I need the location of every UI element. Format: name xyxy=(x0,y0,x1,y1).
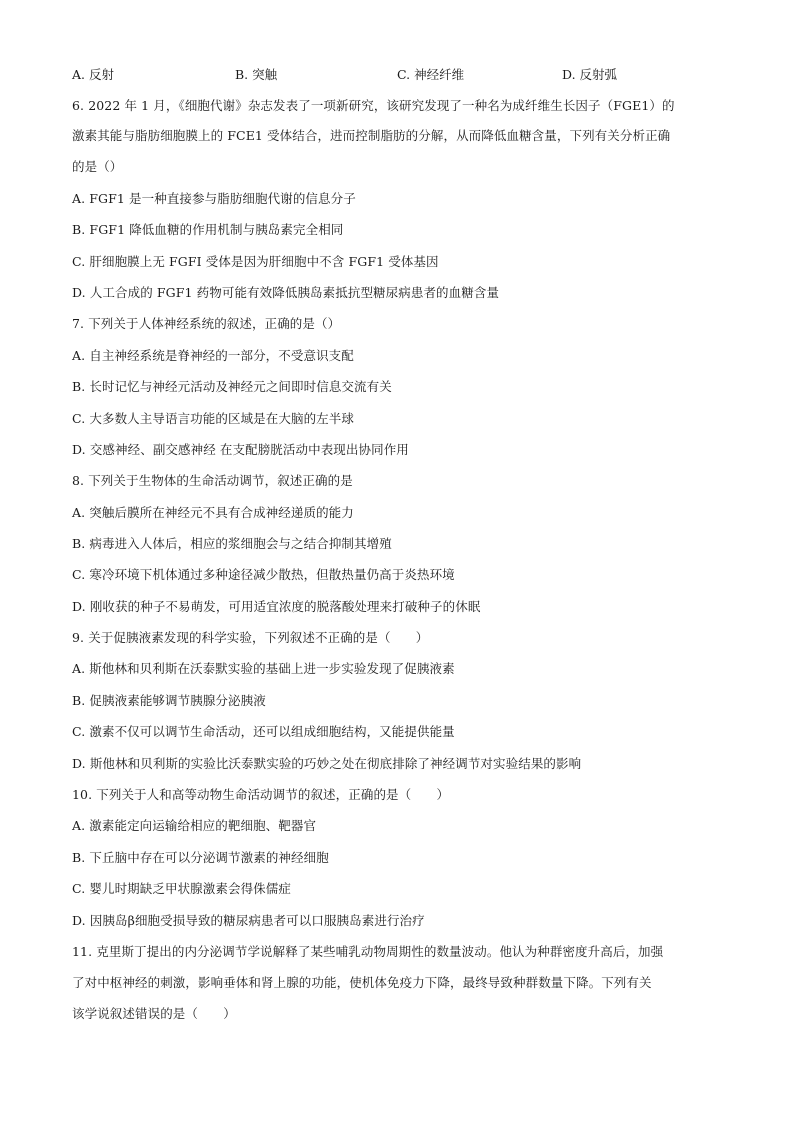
option-d: D. 反射弧 xyxy=(562,67,618,82)
q11-stem-line-2: 了对中枢神经的刺激，影响垂体和肾上腺的功能，使机体免疫力下降，最终导致种群数量下降。下列有关 xyxy=(72,975,652,990)
q8-stem: 8. 下列关于生物体的生命活动调节，叙述正确的是 xyxy=(72,473,353,488)
q7-stem: 7. 下列关于人体神经系统的叙述，正确的是（） xyxy=(72,316,341,331)
q8-option-d: D. 刚收获的种子不易萌发，可用适宜浓度的脱落酸处理来打破种子的休眠 xyxy=(72,599,481,614)
option-a: A. 反射 xyxy=(72,67,114,82)
q11-stem-line-3: 该学说叙述错误的是（ ） xyxy=(72,1006,236,1021)
q7-option-d: D. 交感神经、副交感神经 在支配膀胱活动中表现出协同作用 xyxy=(72,442,409,457)
q8-option-b: B. 病毒进入人体后，相应的浆细胞会与之结合抑制其增殖 xyxy=(72,536,392,551)
q10-option-d: D. 因胰岛β细胞受损导致的糖尿病患者可以口服胰岛素进行治疗 xyxy=(72,913,425,928)
q8-option-a: A. 突触后膜所在神经元不具有合成神经递质的能力 xyxy=(72,505,354,520)
q10-option-b: B. 下丘脑中存在可以分泌调节激素的神经细胞 xyxy=(72,850,329,865)
q7-option-c: C. 大多数人主导语言功能的区域是在大脑的左半球 xyxy=(72,411,354,426)
q7-option-a: A. 自主神经系统是脊神经的一部分，不受意识支配 xyxy=(72,348,354,363)
q10-option-c: C. 婴儿时期缺乏甲状腺激素会得侏儒症 xyxy=(72,881,291,896)
q7-option-b: B. 长时记忆与神经元活动及神经元之间即时信息交流有关 xyxy=(72,379,392,394)
q9-option-a: A. 斯他林和贝利斯在沃泰默实验的基础上进一步实验发现了促胰液素 xyxy=(72,661,455,676)
q9-option-b: B. 促胰液素能够调节胰腺分泌胰液 xyxy=(72,693,266,708)
q10-option-a: A. 激素能定向运输给相应的靶细胞、靶器官 xyxy=(72,818,317,833)
q6-stem-line-2: 激素其能与脂肪细胞膜上的 FCE1 受体结合，进而控制脂肪的分解，从而降低血糖含量，下列有关分析正确 xyxy=(72,128,671,143)
q9-option-c: C. 激素不仅可以调节生命活动，还可以组成细胞结构，又能提供能量 xyxy=(72,724,455,739)
q10-stem: 10. 下列关于人和高等动物生命活动调节的叙述，正确的是（ ） xyxy=(72,787,450,802)
q6-option-d: D. 人工合成的 FGF1 药物可能有效降低胰岛素抵抗型糖尿病患者的血糖含量 xyxy=(72,285,500,300)
q9-option-d: D. 斯他林和贝利斯的实验比沃泰默实验的巧妙之处在彻底排除了神经调节对实验结果的影响 xyxy=(72,756,582,771)
q9-stem: 9. 关于促胰液素发现的科学实验，下列叙述不正确的是（ ） xyxy=(72,630,429,645)
option-c: C. 神经纤维 xyxy=(397,67,465,82)
q8-option-c: C. 寒冷环境下机体通过多种途径减少散热，但散热量仍高于炎热环境 xyxy=(72,567,455,582)
q6-option-a: A. FGF1 是一种直接参与脂肪细胞代谢的信息分子 xyxy=(72,191,356,206)
q6-stem-line-1: 6. 2022 年 1 月，《细胞代谢》杂志发表了一项新研究，该研究发现了一种名为成纤维生长因子（FGE1）的 xyxy=(72,98,675,113)
option-b: B. 突触 xyxy=(235,67,278,82)
q6-stem-line-3: 的是（） xyxy=(72,159,123,174)
q11-stem-line-1: 11. 克里斯丁提出的内分泌调节学说解释了某些哺乳动物周期性的数量波动。他认为种群密度升高后，加强 xyxy=(72,944,664,959)
q6-option-c: C. 肝细胞膜上无 FGFI 受体是因为肝细胞中不含 FGF1 受体基因 xyxy=(72,254,439,269)
q6-option-b: B. FGF1 降低血糖的作用机制与胰岛素完全相同 xyxy=(72,222,344,237)
